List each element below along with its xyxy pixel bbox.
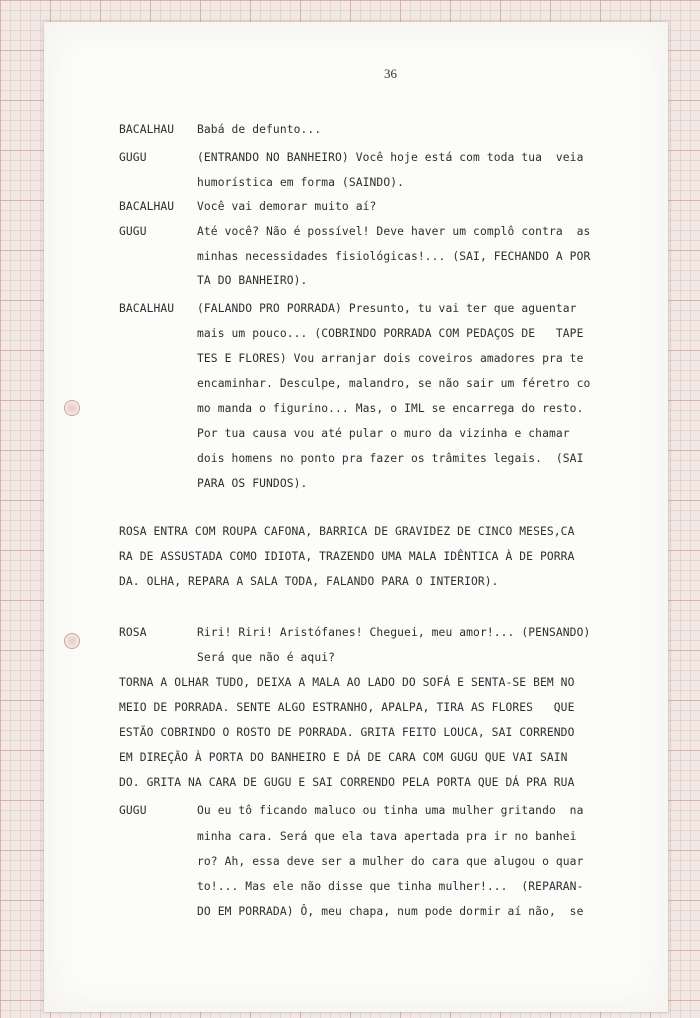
speaker-name: BACALHAU [119, 123, 175, 136]
dialogue-line: minha cara. Será que ela tava apertada pra ir no banhei [197, 830, 577, 843]
stage-direction: ESTÃO COBRINDO O ROSTO DE PORRADA. GRITA FEITO LOUCA, SAI CORRENDO [119, 726, 575, 739]
punch-hole-icon [64, 400, 80, 416]
script-page [44, 22, 668, 1012]
dialogue-line: (ENTRANDO NO BANHEIRO) Você hoje está com toda tua veia [197, 151, 584, 164]
speaker-name: BACALHAU [119, 302, 175, 315]
stage-direction: EM DIREÇÃO À PORTA DO BANHEIRO E DÁ DE CARA COM GUGU QUE VAI SAIN [119, 751, 568, 764]
dialogue-line: mo manda o figurino... Mas, o IML se encarrega do resto. [197, 402, 584, 415]
dialogue-line: Babá de defunto... [197, 123, 322, 136]
speaker-name: ROSA [119, 626, 147, 639]
speaker-name: BACALHAU [119, 200, 175, 213]
dialogue-line: humorística em forma (SAINDO). [197, 176, 405, 189]
speaker-name: GUGU [119, 804, 147, 817]
dialogue-line: minhas necessidades fisiológicas!... (SAI, FECHANDO A POR [197, 250, 591, 263]
dialogue-line: (FALANDO PRO PORRADA) Presunto, tu vai ter que aguentar [197, 302, 577, 315]
dialogue-line: Você vai demorar muito aí? [197, 200, 377, 213]
dialogue-line: ro? Ah, essa deve ser a mulher do cara que alugou o quar [197, 855, 584, 868]
dialogue-line: PARA OS FUNDOS). [197, 477, 308, 490]
dialogue-line: mais um pouco... (COBRINDO PORRADA COM PEDAÇOS DE TAPE [197, 327, 584, 340]
dialogue-line: TA DO BANHEIRO). [197, 274, 308, 287]
page-number: 36 [384, 66, 397, 81]
stage-direction: MEIO DE PORRADA. SENTE ALGO ESTRANHO, APALPA, TIRA AS FLORES QUE [119, 701, 575, 714]
stage-direction: DA. OLHA, REPARA A SALA TODA, FALANDO PARA O INTERIOR). [119, 575, 499, 588]
dialogue-line: to!... Mas ele não disse que tinha mulher!... (REPARAN- [197, 880, 584, 893]
dialogue-line: dois homens no ponto pra fazer os trâmites legais. (SAI [197, 452, 584, 465]
dialogue-line: encaminhar. Desculpe, malandro, se não sair um féretro co [197, 377, 591, 390]
dialogue-line: Por tua causa vou até pular o muro da vizinha e chamar [197, 427, 570, 440]
dialogue-line: TES E FLORES) Vou arranjar dois coveiros amadores pra te [197, 352, 584, 365]
speaker-name: GUGU [119, 225, 147, 238]
dialogue-line: DO EM PORRADA) Ô, meu chapa, num pode dormir aí não, se [197, 905, 584, 918]
stage-direction: TORNA A OLHAR TUDO, DEIXA A MALA AO LADO DO SOFÁ E SENTA-SE BEM NO [119, 676, 575, 689]
stage-direction: DO. GRITA NA CARA DE GUGU E SAI CORRENDO PELA PORTA QUE DÁ PRA RUA [119, 776, 575, 789]
dialogue-line: Riri! Riri! Aristófanes! Cheguei, meu amor!... (PENSANDO) [197, 626, 591, 639]
dialogue-line: Até você? Não é possível! Deve haver um complô contra as [197, 225, 591, 238]
punch-hole-icon [64, 633, 80, 649]
stage-direction: ROSA ENTRA COM ROUPA CAFONA, BARRICA DE GRAVIDEZ DE CINCO MESES,CA [119, 525, 575, 538]
stage-direction: RA DE ASSUSTADA COMO IDIOTA, TRAZENDO UMA MALA IDÊNTICA À DE PORRA [119, 550, 575, 563]
dialogue-line: Será que não é aqui? [197, 651, 336, 664]
speaker-name: GUGU [119, 151, 147, 164]
dialogue-line: Ou eu tô ficando maluco ou tinha uma mulher gritando na [197, 804, 584, 817]
